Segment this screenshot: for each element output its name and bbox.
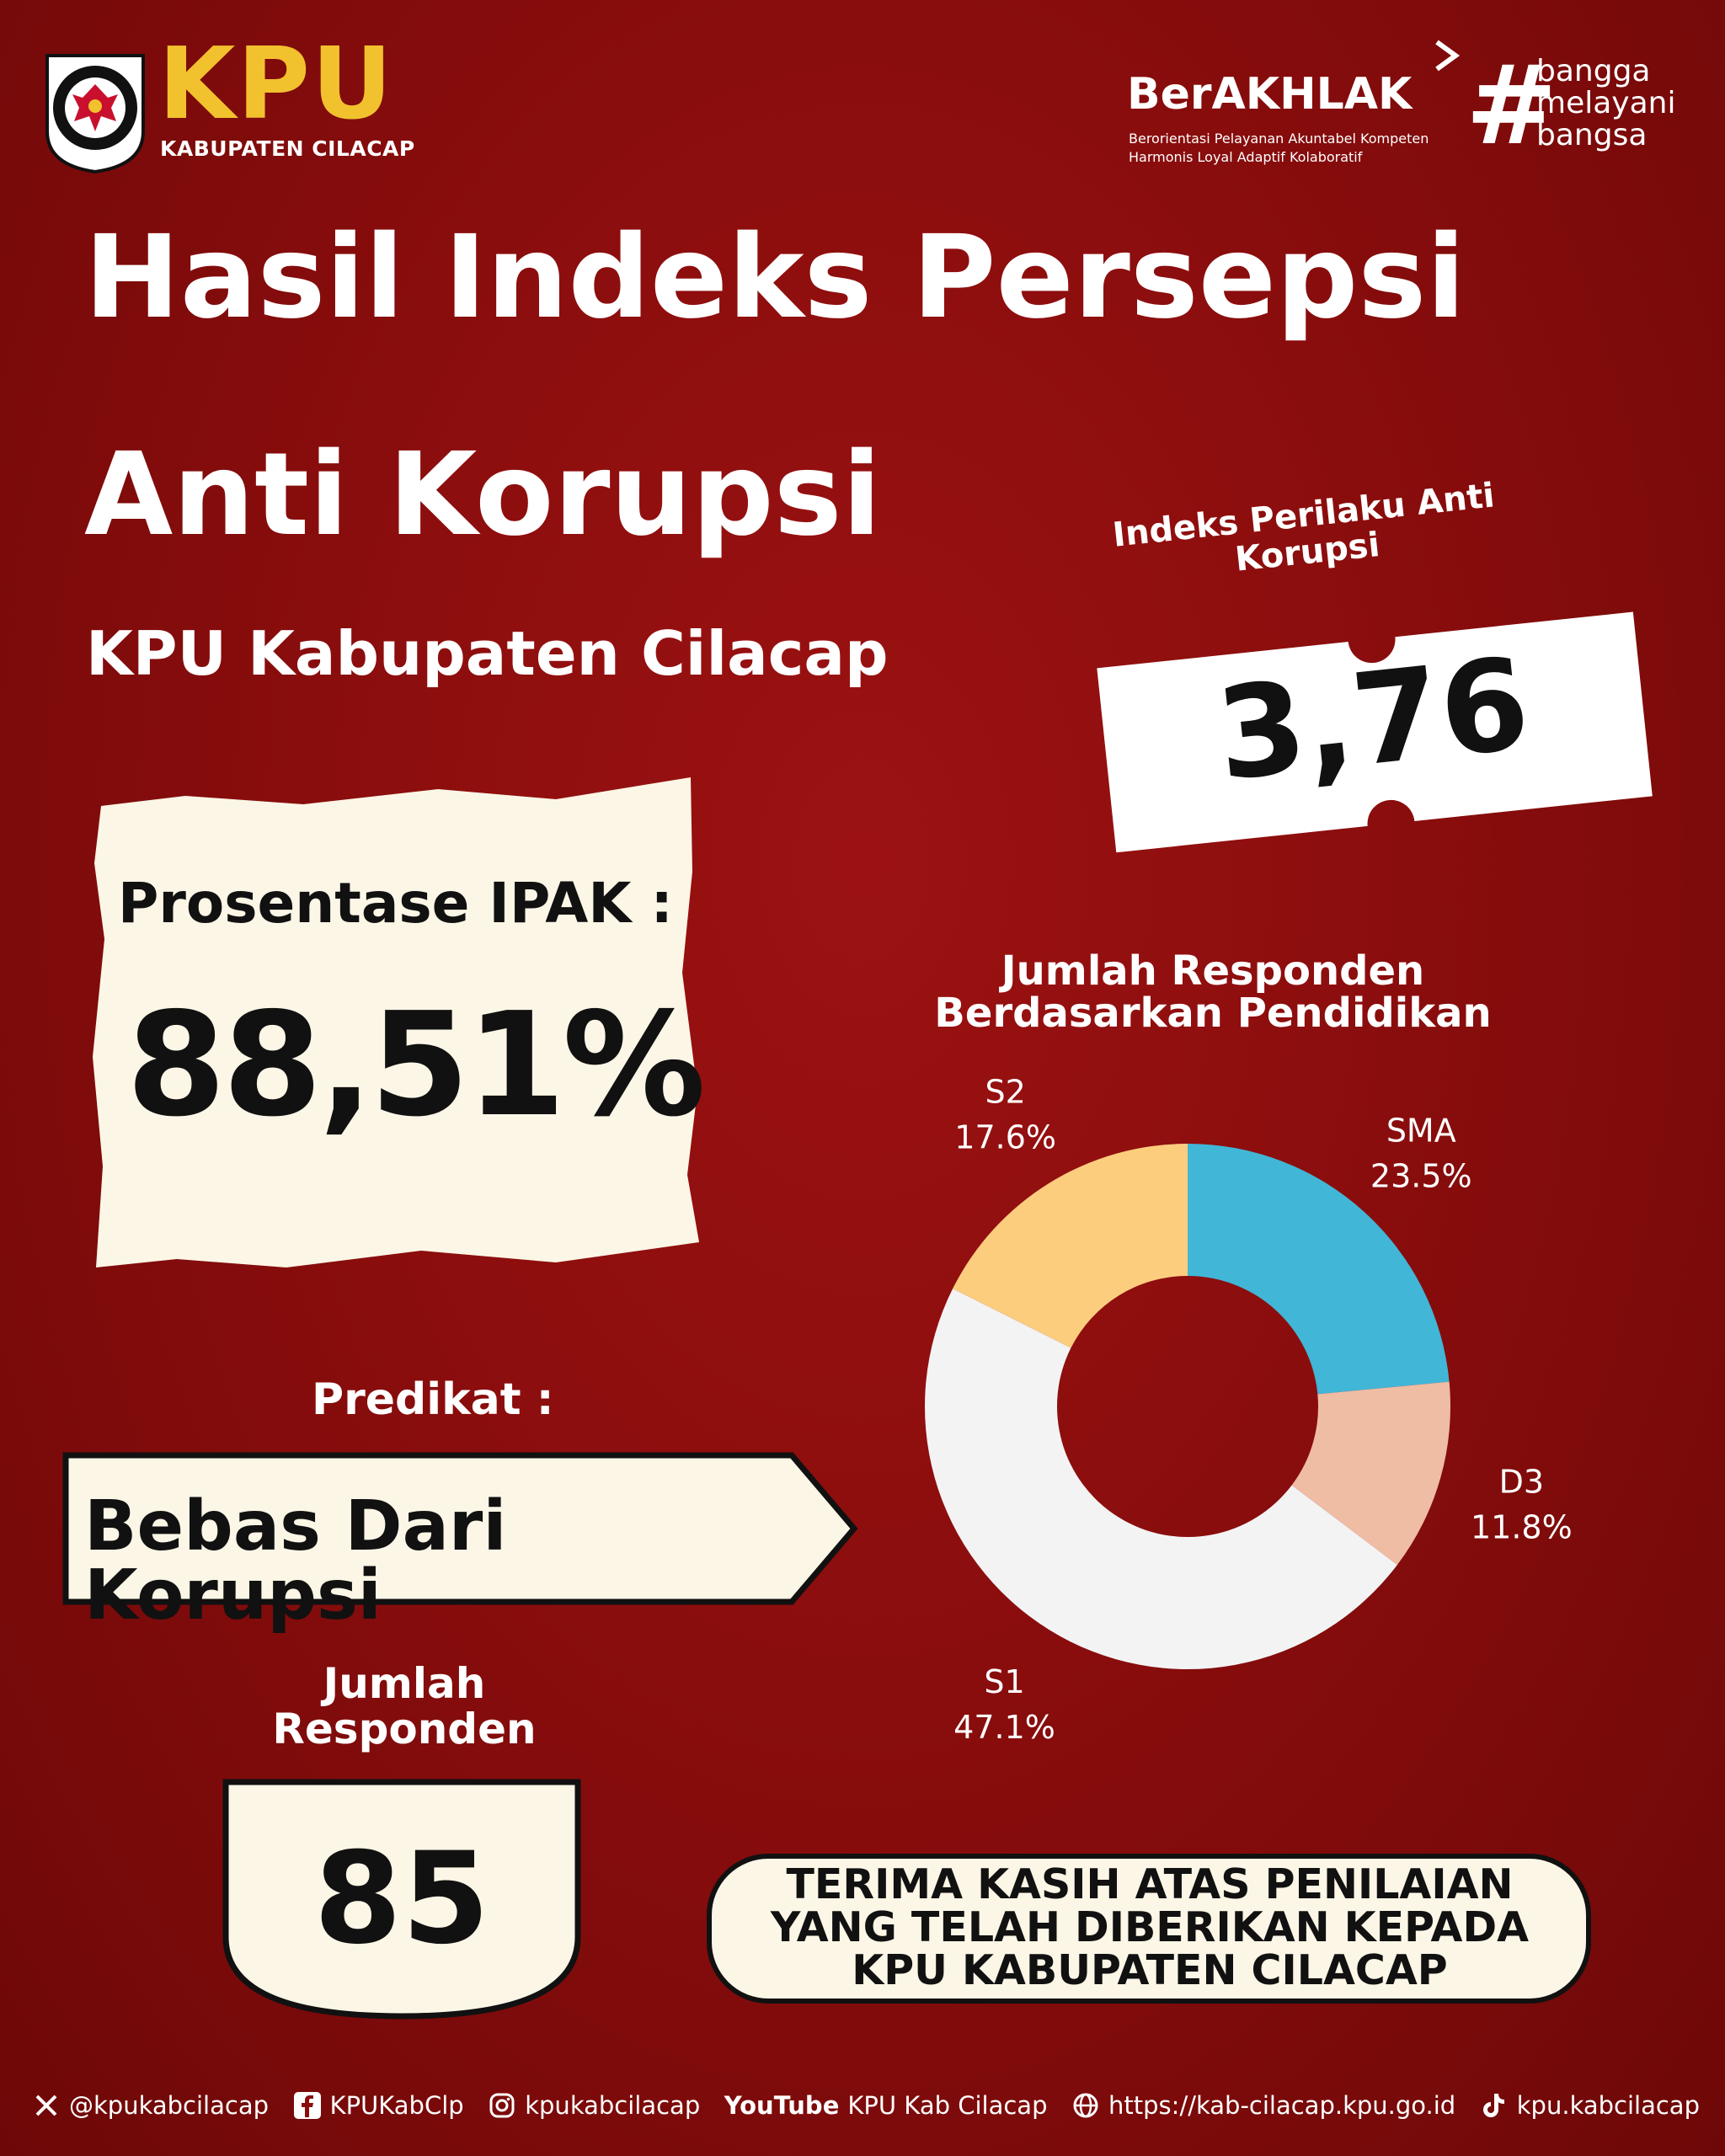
donut-label-s2: S2 17.6% xyxy=(954,1073,1056,1156)
x-icon xyxy=(32,2091,61,2120)
page-subtitle: KPU Kabupaten Cilacap xyxy=(86,618,889,689)
footer-x-link[interactable]: @kpukabcilacap xyxy=(32,2091,269,2120)
donut-label-s1: S1 47.1% xyxy=(953,1662,1055,1746)
bangga-melayani-bangsa: bangga melayani bangsa xyxy=(1536,54,1676,152)
facebook-icon xyxy=(293,2091,322,2120)
footer-tiktok-link[interactable]: kpu.kabcilacap xyxy=(1480,2091,1700,2120)
hash-icon: # xyxy=(1466,41,1557,169)
chart-title: Jumlah Responden Berdasarkan Pendidikan xyxy=(934,947,1492,1037)
page-title-line1: Hasil Indeks Persepsi xyxy=(84,211,1466,344)
page-title-line2: Anti Korupsi xyxy=(84,429,882,562)
kpu-logo-word: KPU xyxy=(158,25,394,141)
tiktok-icon xyxy=(1480,2091,1509,2120)
indeks-value: 3,76 xyxy=(1210,631,1536,809)
globe-icon xyxy=(1071,2091,1100,2120)
footer-facebook-link[interactable]: KPUKabClp xyxy=(293,2091,464,2120)
footer-website-link[interactable]: https://kab-cilacap.kpu.go.id xyxy=(1071,2091,1455,2120)
ipak-value: 88,51% xyxy=(126,982,703,1149)
donut-label-sma: SMA 23.5% xyxy=(1370,1112,1472,1195)
donut-label-d3: D3 11.8% xyxy=(1470,1463,1573,1546)
footer-instagram-link[interactable]: kpukabcilacap xyxy=(488,2091,700,2120)
predikat-label: Predikat : xyxy=(312,1374,554,1425)
footer-youtube-link[interactable]: YouTube KPU Kab Cilacap xyxy=(724,2091,1048,2120)
education-donut-chart xyxy=(876,1073,1718,1819)
ipak-label: Prosentase IPAK : xyxy=(118,871,673,936)
kpu-seal-logo xyxy=(40,47,150,173)
predikat-value: Bebas Dari Korupsi xyxy=(84,1486,507,1636)
indeks-label: Indeks Perilaku Anti Korupsi xyxy=(1110,476,1497,579)
chevron-right-icon xyxy=(1432,39,1462,72)
berakhlak-tagline: Berorientasi Pelayanan Akuntabel Kompeten Harmonis Loyal Adaptif Kolaboratif xyxy=(1129,131,1429,165)
instagram-icon xyxy=(488,2091,516,2120)
youtube-icon: YouTube xyxy=(724,2091,840,2120)
kpu-logo-subtitle: KABUPATEN CILACAP xyxy=(160,136,415,161)
thanks-message: TERIMA KASIH ATAS PENILAIAN YANG TELAH DIBERIKAN KEPADA KPU KABUPATEN CILACAP xyxy=(770,1860,1530,1994)
responden-label: Jumlah Responden xyxy=(272,1659,537,1753)
responden-value: 85 xyxy=(313,1826,490,1972)
berakhlak-logo: BerAKHLAK xyxy=(1127,69,1413,120)
social-footer xyxy=(32,2080,1700,2131)
